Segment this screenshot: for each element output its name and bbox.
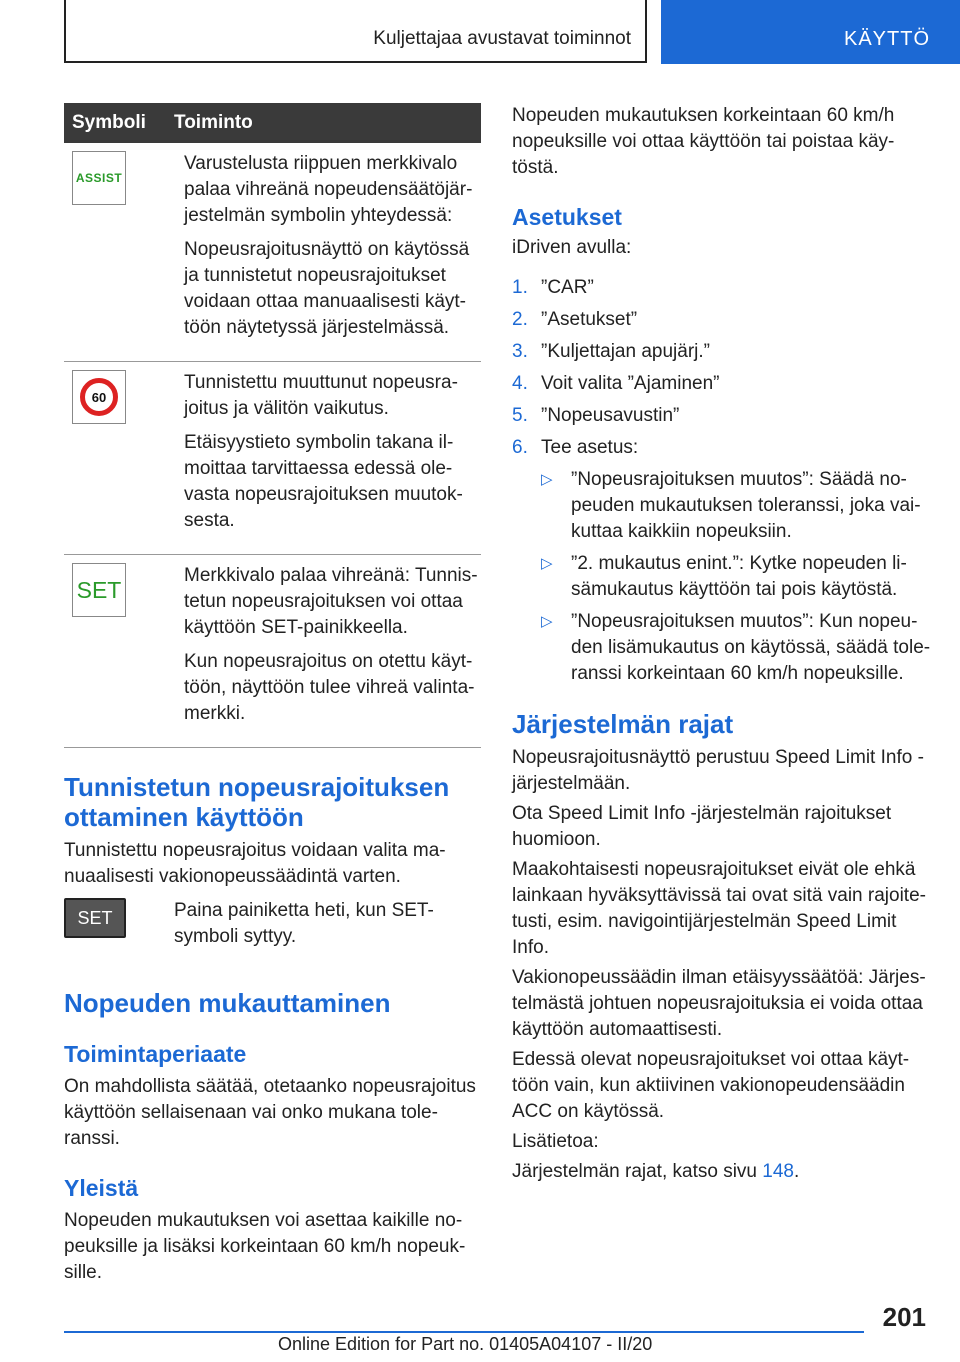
paragraph-more-info: Lisätietoa: (512, 1131, 599, 1152)
paragraph-limits: Nopeusrajoitusnäyttö perustuu Speed Limit Info -järjestelmään. (512, 747, 924, 794)
paragraph-intro: Nopeuden mukautuksen korkeintaan 60 km/h nopeuksille voi ottaa käyttöön tai poistaa käytöstä. (512, 105, 895, 178)
table-row (64, 362, 481, 555)
list-item: 1. ”CAR” (512, 277, 594, 298)
heading-system-limits: Järjestelmän rajat (512, 709, 734, 739)
paragraph-limits: Vakionopeussäädin ilman etäisyyssäätöä: Järjestelmästä johtuen nopeusrajoituksia ei voida ottaa käyttöön automaattisesti. (512, 967, 926, 1040)
table-header-symbol: Symboli (64, 103, 174, 143)
paragraph-principle: On mahdollista säätää, otetaanko nopeusrajoitus käyttöön sellaisenaan vai onko mukana toleranssi. (64, 1076, 476, 1149)
symbol-table (64, 103, 481, 748)
footer-edition: Online Edition for Part no. 01405A04107 - II/20 (278, 1334, 653, 1354)
paragraph-limits: Ota Speed Limit Info -järjestelmän rajoitukset huomioon. (512, 803, 892, 850)
set-indicator-icon: SET (72, 563, 126, 617)
settings-steps-list (512, 275, 932, 687)
triangle-bullet-icon: ▷ (541, 471, 553, 488)
triangle-bullet-icon: ▷ (541, 613, 553, 630)
list-item: 4. Voit valita ”Ajaminen” (512, 373, 720, 394)
row-text: Varustelusta riippuen merkkivalo palaa vihreänä nopeudensäätöjärjestelmän symbolin yhteydessä: (184, 153, 473, 226)
assist-indicator-icon: ASSIST (72, 151, 126, 205)
page-number: 201 (882, 1302, 926, 1332)
list-item: 2. ”Asetukset” (512, 309, 638, 330)
header-section-title: Kuljettajaa avustavat toiminnot (373, 28, 631, 49)
heading-general: Yleistä (64, 1175, 139, 1201)
list-item: ▷ ”Nopeusrajoituksen muutos”: Säädä nopeuden mukautuksen toleranssi, joka vaikuttaa kaikkiin nopeuksiin. (541, 469, 921, 542)
header-chapter-tab (661, 0, 960, 64)
set-button-icon: SET (64, 898, 126, 938)
paragraph-reference: Järjestelmän rajat, katso sivu 148. (512, 1161, 800, 1182)
table-header-function: Toiminto (174, 103, 481, 143)
speed-limit-60-icon: 60 (72, 370, 126, 424)
set-button-text: Paina painiketta heti, kun SET-symboli syttyy. (174, 900, 434, 947)
page-reference-link[interactable]: 148 (762, 1161, 794, 1182)
header-section-box (64, 0, 647, 63)
paragraph-limits: Maakohtaisesti nopeusrajoitukset eivät ole ehkä lainkaan hyväksyttävissä tai ovat sitä vain rajoitetusti, esim. navigointijärjestelmän Speed Limit Info. (512, 859, 926, 958)
heading-principle: Toimintaperiaate (64, 1041, 247, 1067)
triangle-bullet-icon: ▷ (541, 555, 553, 572)
list-item: 3. ”Kuljettajan apujärj.” (512, 341, 710, 362)
paragraph-limits: Edessä olevat nopeusrajoitukset voi ottaa käyttöön vain, kun aktiivinen vakionopeudensäädin ACC on käytössä. (512, 1049, 910, 1122)
right-column (512, 103, 932, 1185)
heading-settings: Asetukset (512, 204, 622, 230)
heading-activate-limit: Tunnistetun nopeusrajoituksen ottaminen käyttöön (64, 772, 450, 832)
list-item: ▷ ”Nopeusrajoituksen muutos”: Kun nopeuden lisämukautus on käytössä, säädä toleranssi korkeintaan 60 km/h nopeuksille. (541, 611, 931, 684)
list-item: 6. Tee asetus: ▷ ”Nopeusrajoituksen muutos”: Säädä nopeuden mukautuksen toleranssi, joka vaikuttaa kaikkiin nopeuksiin. ▷ ”2. mukautus enint.”: Kytke nopeuden lisämukautus käyttöön tai pois käytöstä. ▷ ”Nopeusrajoituksen muutos”: Kun nopeuden lisämukautus on käytössä, säädä toleranssi korkeintaan 60 km/h nopeuksille. (512, 435, 932, 687)
footer-divider (64, 1331, 864, 1333)
row-text: Tunnistettu muuttunut nopeusrajoitus ja välitön vaikutus. (184, 372, 458, 419)
settings-substeps-list (541, 467, 932, 687)
list-item: 5. ”Nopeusavustin” (512, 405, 680, 426)
paragraph-general: Nopeuden mukautuksen voi asettaa kaikille nopeuksille ja lisäksi korkeintaan 60 km/h nopeuksille. (64, 1210, 466, 1283)
table-row (64, 555, 481, 748)
row-text: Kun nopeusrajoitus on otettu käyttöön, näyttöön tulee vihreä valintamerkki. (184, 651, 475, 724)
header-chapter-title: KÄYTTÖ (843, 28, 930, 50)
heading-speed-adjust: Nopeuden mukauttaminen (64, 988, 391, 1018)
left-column (64, 103, 481, 1286)
table-row (64, 143, 481, 362)
table-header-row (64, 103, 481, 143)
row-text: Nopeusrajoitusnäyttö on käytössä ja tunnistetut nopeusrajoitukset voidaan ottaa manuaalisesti käyttöön näytetyssä järjestelmässä. (184, 239, 470, 338)
row-text: Merkkivalo palaa vihreänä: Tunnistetun nopeusrajoituksen voi ottaa käyttöön SET-painikkeella. (184, 565, 478, 638)
row-text: Etäisyystieto symbolin takana ilmoittaa tarvittaessa edessä olevasta nopeusrajoituksen muutoksesta. (184, 432, 463, 531)
paragraph-idrive: iDriven avulla: (512, 237, 632, 258)
set-button-instruction (64, 898, 481, 950)
list-item: ▷ ”2. mukautus enint.”: Kytke nopeuden lisämukautus käyttöön tai pois käytöstä. (541, 553, 907, 600)
paragraph-activate: Tunnistettu nopeusrajoitus voidaan valita manuaalisesti vakionopeussäädintä varten. (64, 840, 446, 887)
